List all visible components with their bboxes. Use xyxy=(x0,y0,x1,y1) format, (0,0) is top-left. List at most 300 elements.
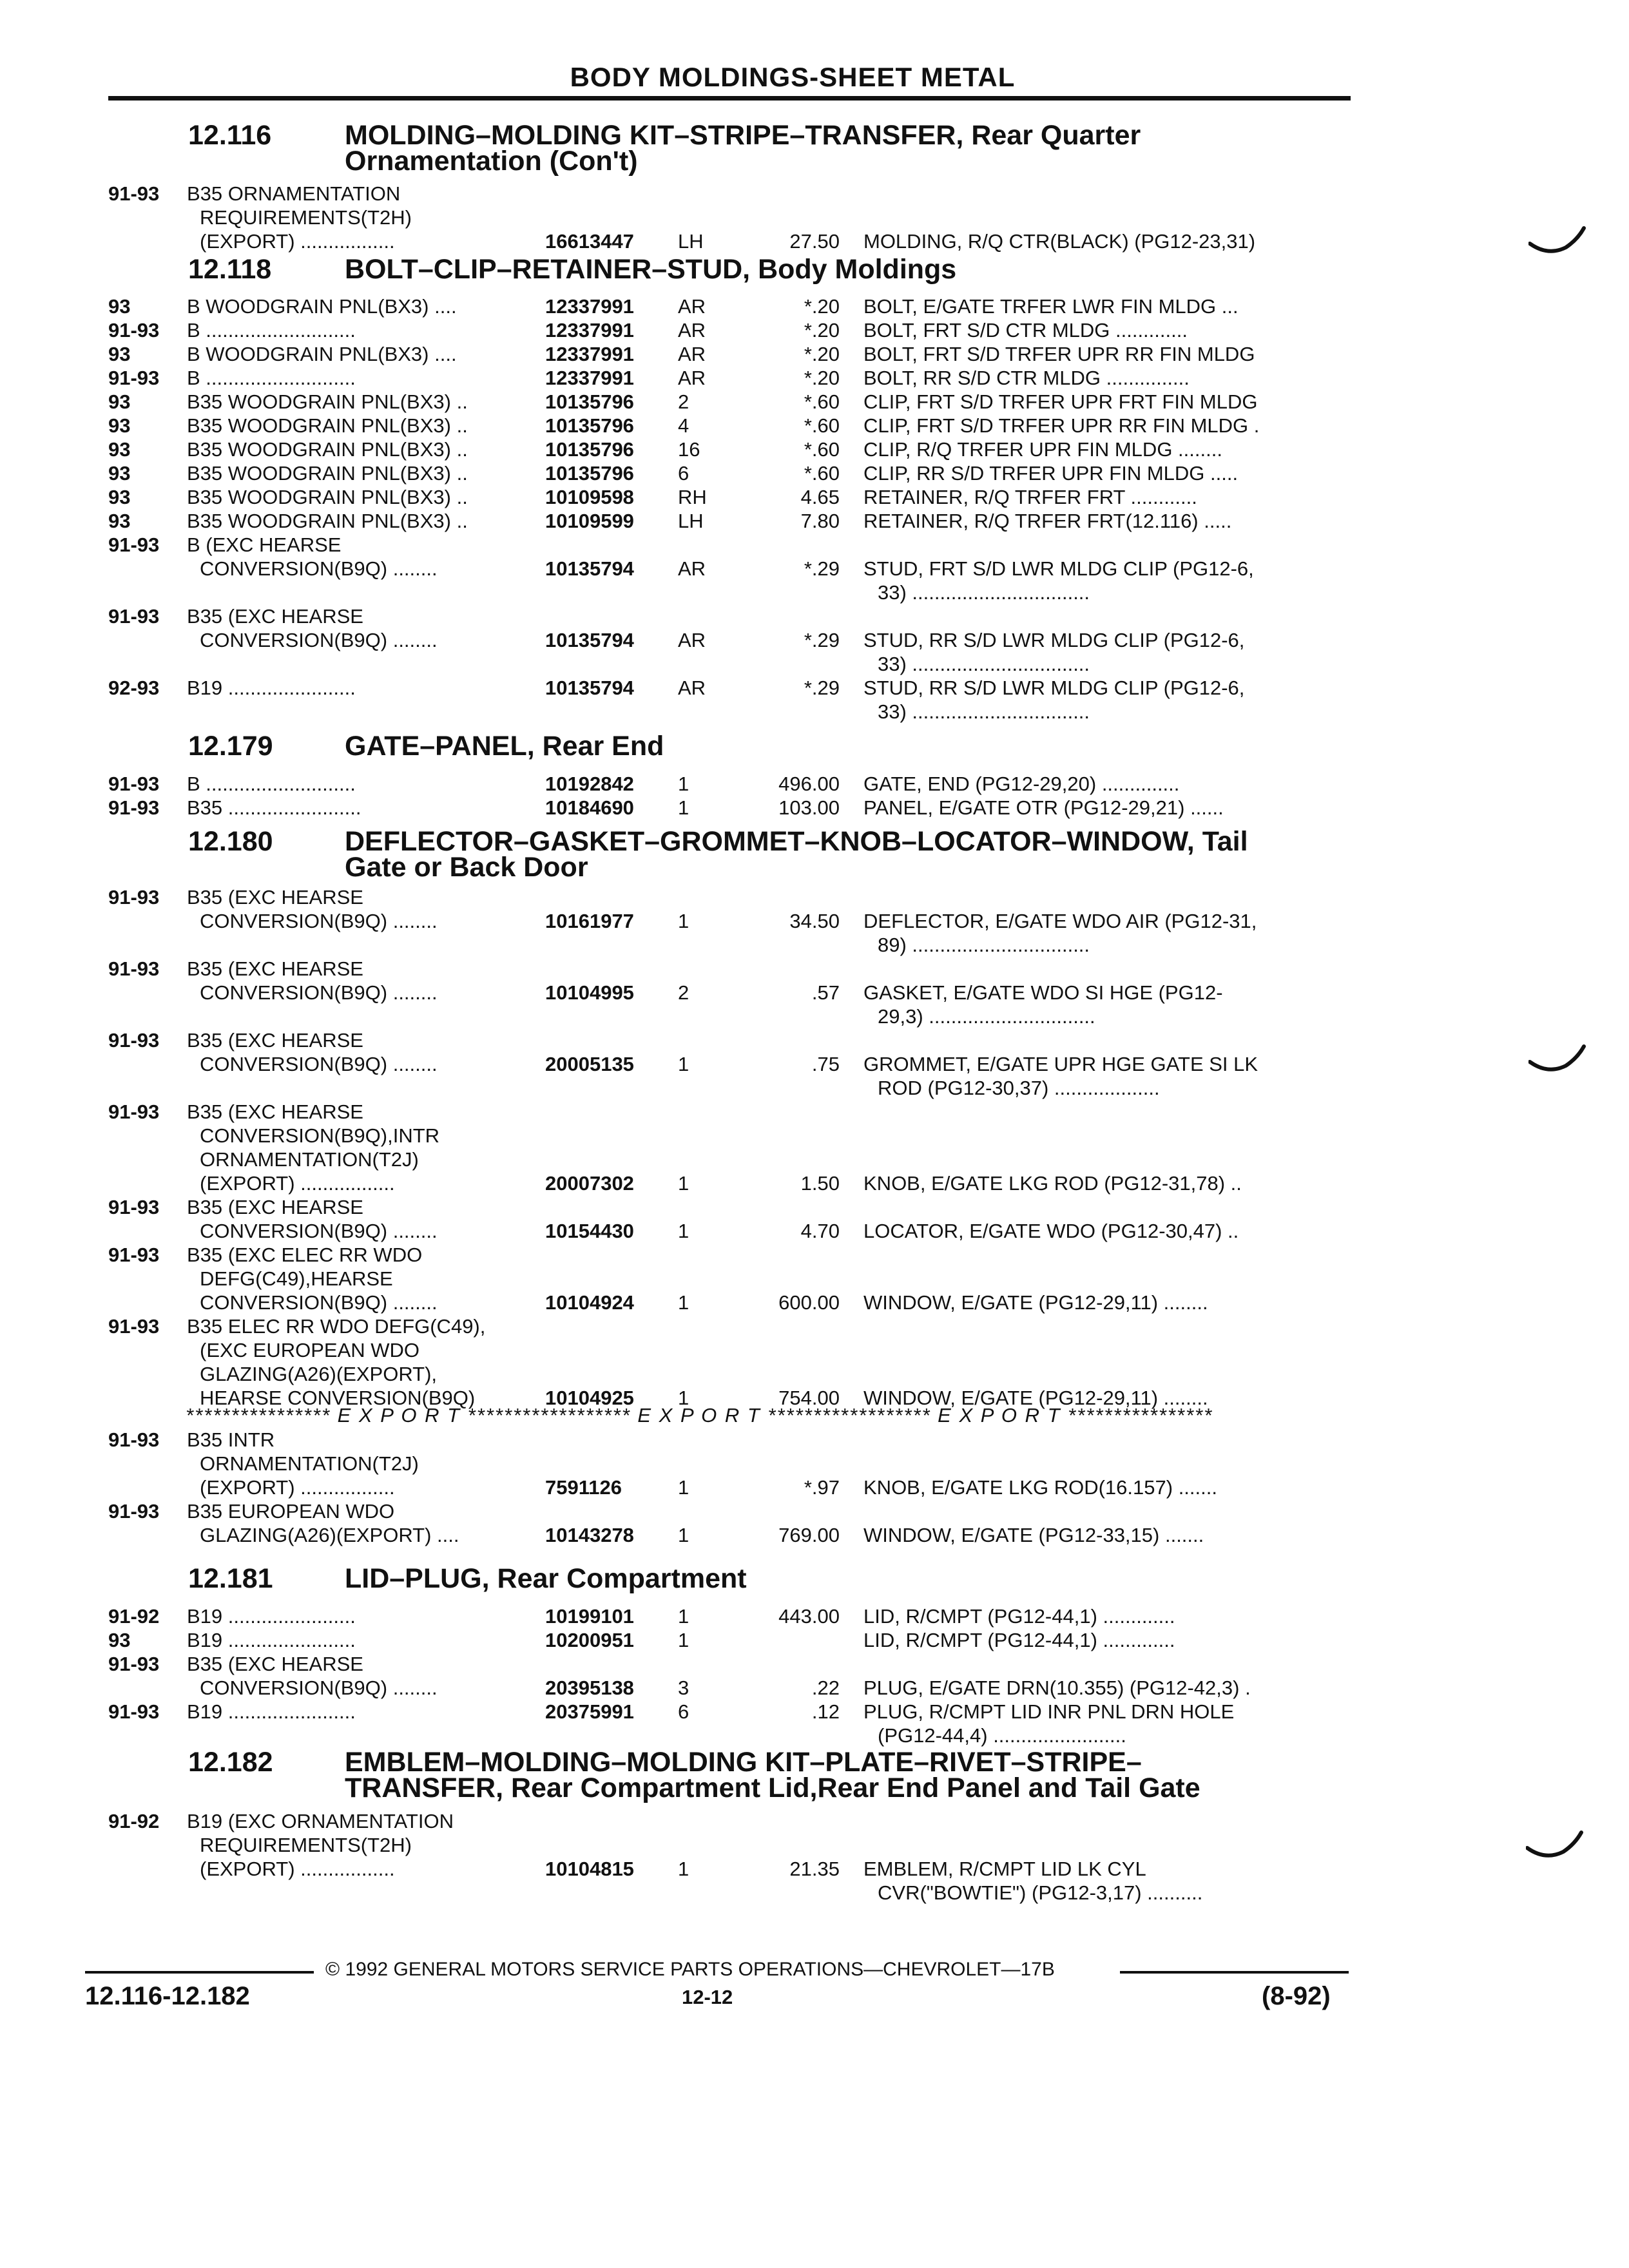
price: 754.00 xyxy=(778,1387,840,1409)
price: 34.50 xyxy=(789,910,840,932)
model-year: 91-93 xyxy=(108,1196,160,1218)
application xyxy=(187,485,535,509)
part-number: 12337991 xyxy=(545,319,634,341)
section-title-line: Ornamentation (Con't) xyxy=(345,146,638,177)
price: 1.50 xyxy=(800,1172,840,1195)
model-year: 91-93 xyxy=(108,182,160,205)
quantity: 1 xyxy=(678,1476,689,1499)
part-number: 20007302 xyxy=(545,1172,634,1195)
description-line: KNOB, E/GATE LKG ROD(16.157) ....... xyxy=(863,1476,1217,1499)
price: *.60 xyxy=(804,462,840,485)
model-year: 91-92 xyxy=(108,1605,160,1628)
price: *.29 xyxy=(804,557,840,580)
description-line: STUD, FRT S/D LWR MLDG CLIP (PG12-6, xyxy=(863,557,1254,580)
model-year: 93 xyxy=(108,438,131,461)
footer-section-range: 12.116-12.182 xyxy=(85,1982,250,2010)
application-line: B35 INTR xyxy=(187,1428,275,1451)
model-year: 92-93 xyxy=(108,677,160,699)
application xyxy=(187,1195,535,1243)
application xyxy=(187,294,535,318)
application-line: CONVERSION(B9Q) ........ xyxy=(200,981,438,1004)
description-line: BOLT, FRT S/D TRFER UPR RR FIN MLDG xyxy=(863,343,1255,365)
application xyxy=(187,1243,535,1314)
application-line: B35 (EXC HEARSE xyxy=(187,1100,363,1123)
application-line: B35 ORNAMENTATION xyxy=(187,182,401,205)
application-line: B WOODGRAIN PNL(BX3) .... xyxy=(187,343,457,365)
price: 600.00 xyxy=(778,1291,840,1314)
quantity: 6 xyxy=(678,462,689,485)
application-line: CONVERSION(B9Q) ........ xyxy=(200,910,438,932)
application xyxy=(187,509,535,533)
application-line: B35 (EXC ELEC RR WDO xyxy=(187,1244,423,1266)
part-number: 16613447 xyxy=(545,230,634,253)
footer-page-number: 12-12 xyxy=(682,1986,733,2008)
part-number: 10200951 xyxy=(545,1629,634,1651)
table-row xyxy=(0,294,1353,318)
table-row xyxy=(0,1700,1353,1747)
description-line: BOLT, FRT S/D CTR MLDG ............. xyxy=(863,319,1188,341)
application-line: CONVERSION(B9Q) ........ xyxy=(200,1291,438,1314)
quantity: AR xyxy=(678,319,706,341)
description xyxy=(863,229,1344,253)
description-line: PLUG, R/CMPT LID INR PNL DRN HOLE xyxy=(863,1700,1235,1723)
description-line: GASKET, E/GATE WDO SI HGE (PG12- xyxy=(863,981,1223,1004)
application xyxy=(187,1604,535,1628)
model-year: 91-93 xyxy=(108,605,160,628)
description-line: 33) ................................ xyxy=(878,700,1090,723)
table-row xyxy=(0,772,1353,796)
application xyxy=(187,461,535,485)
application-line: B35 ELEC RR WDO DEFG(C49), xyxy=(187,1315,486,1338)
quantity: RH xyxy=(678,486,707,508)
application-line: B35 (EXC HEARSE xyxy=(187,1029,363,1052)
application xyxy=(187,1809,535,1881)
description-line: ROD (PG12-30,37) ................... xyxy=(878,1077,1160,1099)
application xyxy=(187,1314,535,1410)
price: 21.35 xyxy=(789,1858,840,1880)
part-number: 10104815 xyxy=(545,1858,634,1880)
application-line: B ........................... xyxy=(187,367,356,389)
description xyxy=(863,1628,1344,1652)
quantity: LH xyxy=(678,510,704,532)
part-number: 10135796 xyxy=(545,462,634,485)
price: *.60 xyxy=(804,390,840,413)
section-title-line: DEFLECTOR–GASKET–GROMMET–KNOB–LOCATOR–WINDOW, Tail xyxy=(345,826,1248,857)
model-year: 91-93 xyxy=(108,319,160,341)
description xyxy=(863,294,1344,318)
export-separator: **************** E X P O R T ****************** E X P O R T ****************** E X P O R T **************** xyxy=(186,1405,1213,1427)
part-number: 10192842 xyxy=(545,773,634,795)
description-line: PLUG, E/GATE DRN(10.355) (PG12-42,3) . xyxy=(863,1677,1251,1699)
quantity: 1 xyxy=(678,1524,689,1546)
description xyxy=(863,318,1344,342)
price: *.20 xyxy=(804,319,840,341)
application-line: ORNAMENTATION(T2J) xyxy=(200,1148,419,1171)
application xyxy=(187,1100,535,1195)
application-line: B35 WOODGRAIN PNL(BX3) .. xyxy=(187,462,468,485)
model-year: 93 xyxy=(108,295,131,318)
application xyxy=(187,1652,535,1700)
description-line: 29,3) .............................. xyxy=(878,1005,1095,1028)
application-line: GLAZING(A26)(EXPORT) .... xyxy=(200,1524,459,1546)
section-number: 12.181 xyxy=(188,1563,273,1594)
application xyxy=(187,1499,535,1547)
application-line: B35 ........................ xyxy=(187,796,361,819)
model-year: 93 xyxy=(108,343,131,365)
description-line: WINDOW, E/GATE (PG12-29,11) ........ xyxy=(863,1387,1208,1409)
application-line: ORNAMENTATION(T2J) xyxy=(200,1452,419,1475)
part-number: 20375991 xyxy=(545,1700,634,1723)
application-line: B35 (EXC HEARSE xyxy=(187,886,363,908)
price: 4.65 xyxy=(800,486,840,508)
application xyxy=(187,1428,535,1499)
quantity: 1 xyxy=(678,1220,689,1242)
application-line: B (EXC HEARSE xyxy=(187,533,342,556)
quantity: 6 xyxy=(678,1700,689,1723)
footer-rule-right xyxy=(1120,1971,1349,1974)
section-title xyxy=(345,731,1350,762)
description-line: STUD, RR S/D LWR MLDG CLIP (PG12-6, xyxy=(863,629,1245,651)
description xyxy=(863,628,1344,676)
description-line: EMBLEM, R/CMPT LID LK CYL xyxy=(863,1858,1146,1880)
application-line: B ........................... xyxy=(187,773,356,795)
part-number: 10154430 xyxy=(545,1220,634,1242)
part-number: 10109599 xyxy=(545,510,634,532)
description-line: CLIP, R/Q TRFER UPR FIN MLDG ........ xyxy=(863,438,1222,461)
quantity: AR xyxy=(678,557,706,580)
description xyxy=(863,1219,1344,1243)
footer-rule-left xyxy=(85,1971,314,1974)
table-row xyxy=(0,1028,1353,1099)
model-year: 93 xyxy=(108,462,131,485)
application xyxy=(187,390,535,414)
quantity: 4 xyxy=(678,414,689,437)
description xyxy=(863,981,1344,1028)
application xyxy=(187,1628,535,1652)
model-year: 91-93 xyxy=(108,1700,160,1723)
section-number: 12.180 xyxy=(188,826,273,857)
header-rule xyxy=(108,96,1351,101)
table-row xyxy=(0,796,1353,820)
price: *.60 xyxy=(804,438,840,461)
section-title-line: BOLT–CLIP–RETAINER–STUD, Body Moldings xyxy=(345,254,957,285)
application-line: B35 WOODGRAIN PNL(BX3) .. xyxy=(187,390,468,413)
application-line: B19 ....................... xyxy=(187,1605,356,1628)
section-title-line: MOLDING–MOLDING KIT–STRIPE–TRANSFER, Rear Quarter xyxy=(345,120,1141,151)
model-year: 91-92 xyxy=(108,1810,160,1832)
table-row xyxy=(0,414,1353,437)
description xyxy=(863,909,1344,957)
application-line: CONVERSION(B9Q) ........ xyxy=(200,1053,438,1075)
part-number: 20395138 xyxy=(545,1677,634,1699)
quantity: AR xyxy=(678,629,706,651)
model-year: 91-93 xyxy=(108,1029,160,1052)
model-year: 93 xyxy=(108,510,131,532)
section-title-line: TRANSFER, Rear Compartment Lid,Rear End Panel and Tail Gate xyxy=(345,1773,1200,1803)
table-row xyxy=(0,1604,1353,1628)
description xyxy=(863,509,1344,533)
model-year: 91-93 xyxy=(108,957,160,980)
table-row xyxy=(0,885,1353,956)
model-year: 93 xyxy=(108,390,131,413)
application xyxy=(187,957,535,1004)
application-line: B19 ....................... xyxy=(187,1700,356,1723)
application-line: B35 WOODGRAIN PNL(BX3) .. xyxy=(187,414,468,437)
price: .57 xyxy=(811,981,840,1004)
part-number: 10104924 xyxy=(545,1291,634,1314)
part-number: 10161977 xyxy=(545,910,634,932)
description xyxy=(863,1604,1344,1628)
price: .75 xyxy=(811,1053,840,1075)
quantity: AR xyxy=(678,343,706,365)
model-year: 91-93 xyxy=(108,533,160,556)
price: 4.70 xyxy=(800,1220,840,1242)
application xyxy=(187,366,535,390)
table-row xyxy=(0,1809,1353,1904)
application-line: (EXPORT) ................. xyxy=(200,1476,395,1499)
description-line: CLIP, FRT S/D TRFER UPR RR FIN MLDG . xyxy=(863,414,1260,437)
part-number: 12337991 xyxy=(545,367,634,389)
price: 103.00 xyxy=(778,796,840,819)
description-line: STUD, RR S/D LWR MLDG CLIP (PG12-6, xyxy=(863,677,1245,699)
application xyxy=(187,318,535,342)
part-number: 10199101 xyxy=(545,1605,634,1628)
application-line: (EXPORT) ................. xyxy=(200,230,395,253)
table-row xyxy=(0,342,1353,366)
quantity: 1 xyxy=(678,1605,689,1628)
application-line: CONVERSION(B9Q) ........ xyxy=(200,1677,438,1699)
description-line: DEFLECTOR, E/GATE WDO AIR (PG12-31, xyxy=(863,910,1257,932)
description-line: BOLT, RR S/D CTR MLDG ............... xyxy=(863,367,1190,389)
quantity: 1 xyxy=(678,1387,689,1409)
application-line: REQUIREMENTS(T2H) xyxy=(200,1834,412,1856)
table-row xyxy=(0,1628,1353,1652)
table-row xyxy=(0,1195,1353,1243)
description-line: MOLDING, R/Q CTR(BLACK) (PG12-23,31) xyxy=(863,230,1256,253)
model-year: 91-93 xyxy=(108,886,160,908)
table-row xyxy=(0,604,1353,675)
section-title-line: EMBLEM–MOLDING–MOLDING KIT–PLATE–RIVET–STRIPE– xyxy=(345,1747,1142,1778)
application xyxy=(187,1700,535,1724)
application-line: HEARSE CONVERSION(B9Q) xyxy=(200,1387,476,1409)
description-line: WINDOW, E/GATE (PG12-29,11) ........ xyxy=(863,1291,1208,1314)
section-number: 12.118 xyxy=(188,254,272,285)
description-line: 33) ................................ xyxy=(878,581,1090,604)
quantity: 1 xyxy=(678,1291,689,1314)
model-year: 91-93 xyxy=(108,1100,160,1123)
description xyxy=(863,1291,1344,1314)
part-number: 10109598 xyxy=(545,486,634,508)
quantity: LH xyxy=(678,230,704,253)
application-line: B35 WOODGRAIN PNL(BX3) .. xyxy=(187,486,468,508)
part-number: 10135794 xyxy=(545,629,634,651)
price: *.20 xyxy=(804,295,840,318)
model-year: 93 xyxy=(108,1629,131,1651)
application-line: CONVERSION(B9Q) ........ xyxy=(200,1220,438,1242)
quantity: 1 xyxy=(678,1629,689,1651)
price: *.29 xyxy=(804,677,840,699)
part-number: 10104995 xyxy=(545,981,634,1004)
checkmark-icon xyxy=(1526,1830,1584,1862)
footer-copyright: © 1992 GENERAL MOTORS SERVICE PARTS OPERATIONS—CHEVROLET—17B xyxy=(325,1959,1055,1980)
section-title xyxy=(345,120,1350,177)
description xyxy=(863,414,1344,437)
table-row xyxy=(0,533,1353,604)
application-line: B19 ....................... xyxy=(187,677,356,699)
table-row xyxy=(0,1652,1353,1700)
price: 27.50 xyxy=(789,230,840,253)
model-year: 91-93 xyxy=(108,1244,160,1266)
application xyxy=(187,1028,535,1076)
application-line: CONVERSION(B9Q) ........ xyxy=(200,629,438,651)
table-row xyxy=(0,1428,1353,1499)
table-row xyxy=(0,1100,1353,1195)
application xyxy=(187,772,535,796)
description xyxy=(863,485,1344,509)
application xyxy=(187,676,535,700)
description-line: LID, R/CMPT (PG12-44,1) ............. xyxy=(863,1605,1175,1628)
quantity: 1 xyxy=(678,773,689,795)
application-line: CONVERSION(B9Q) ........ xyxy=(200,557,438,580)
application-line: B19 (EXC ORNAMENTATION xyxy=(187,1810,454,1832)
price: *.29 xyxy=(804,629,840,651)
quantity: 2 xyxy=(678,390,689,413)
description xyxy=(863,1857,1344,1905)
model-year: 91-93 xyxy=(108,367,160,389)
part-number: 10143278 xyxy=(545,1524,634,1546)
section-title-line: LID–PLUG, Rear Compartment xyxy=(345,1563,747,1594)
price: .12 xyxy=(811,1700,840,1723)
description-line: LID, R/CMPT (PG12-44,1) ............. xyxy=(863,1629,1175,1651)
description xyxy=(863,461,1344,485)
application xyxy=(187,885,535,933)
price: .22 xyxy=(811,1677,840,1699)
table-row xyxy=(0,461,1353,485)
application-line: REQUIREMENTS(T2H) xyxy=(200,206,412,229)
quantity: 1 xyxy=(678,796,689,819)
description-line: LOCATOR, E/GATE WDO (PG12-30,47) .. xyxy=(863,1220,1239,1242)
footer-date: (8-92) xyxy=(1262,1982,1331,2010)
description-line: 89) ................................ xyxy=(878,934,1090,956)
description-line: (PG12-44,4) ........................ xyxy=(878,1724,1126,1747)
section-title xyxy=(345,1563,1350,1594)
price: 496.00 xyxy=(778,773,840,795)
section-number: 12.182 xyxy=(188,1747,273,1778)
description-line: PANEL, E/GATE OTR (PG12-29,21) ...... xyxy=(863,796,1224,819)
application xyxy=(187,342,535,366)
application-line: B ........................... xyxy=(187,319,356,341)
description-line: RETAINER, R/Q TRFER FRT(12.116) ..... xyxy=(863,510,1232,532)
section-title xyxy=(345,826,1350,883)
application-line: B WOODGRAIN PNL(BX3) .... xyxy=(187,295,457,318)
checkmark-icon xyxy=(1528,226,1586,258)
description xyxy=(863,557,1344,604)
description xyxy=(863,772,1344,796)
application xyxy=(187,182,535,253)
application xyxy=(187,414,535,437)
quantity: 3 xyxy=(678,1677,689,1699)
application-line: CONVERSION(B9Q),INTR xyxy=(200,1124,440,1147)
part-number: 12337991 xyxy=(545,295,634,318)
application-line: B35 (EXC HEARSE xyxy=(187,605,363,628)
description xyxy=(863,390,1344,414)
application xyxy=(187,604,535,652)
table-row xyxy=(0,676,1353,724)
part-number: 10135796 xyxy=(545,438,634,461)
part-number: 12337991 xyxy=(545,343,634,365)
table-row xyxy=(0,509,1353,533)
part-number: 10135796 xyxy=(545,390,634,413)
price: 7.80 xyxy=(800,510,840,532)
description xyxy=(863,676,1344,724)
application-line: B35 (EXC HEARSE xyxy=(187,957,363,980)
table-row xyxy=(0,957,1353,1028)
page-title: BODY MOLDINGS-SHEET METAL xyxy=(570,62,1016,92)
application-line: B19 ....................... xyxy=(187,1629,356,1651)
description xyxy=(863,1676,1344,1700)
application xyxy=(187,796,535,820)
price: *.20 xyxy=(804,343,840,365)
table-row xyxy=(0,390,1353,414)
part-number: 10135796 xyxy=(545,414,634,437)
description-line: GROMMET, E/GATE UPR HGE GATE SI LK xyxy=(863,1053,1258,1075)
application-line: DEFG(C49),HEARSE xyxy=(200,1267,393,1290)
model-year: 91-93 xyxy=(108,773,160,795)
application-line: B35 WOODGRAIN PNL(BX3) .. xyxy=(187,438,468,461)
application-line: (EXC EUROPEAN WDO xyxy=(200,1339,420,1361)
part-number: 10135794 xyxy=(545,677,634,699)
application xyxy=(187,533,535,581)
description-line: RETAINER, R/Q TRFER FRT ............ xyxy=(863,486,1197,508)
part-number: 10184690 xyxy=(545,796,634,819)
section-title xyxy=(345,254,1350,285)
application-line: B35 (EXC HEARSE xyxy=(187,1196,363,1218)
quantity: 2 xyxy=(678,981,689,1004)
model-year: 93 xyxy=(108,486,131,508)
quantity: AR xyxy=(678,367,706,389)
application-line: (EXPORT) ................. xyxy=(200,1172,395,1195)
description-line: CLIP, FRT S/D TRFER UPR FRT FIN MLDG xyxy=(863,390,1258,413)
description-line: WINDOW, E/GATE (PG12-33,15) ....... xyxy=(863,1524,1204,1546)
description xyxy=(863,342,1344,366)
price: *.20 xyxy=(804,367,840,389)
model-year: 91-93 xyxy=(108,1653,160,1675)
table-row xyxy=(0,366,1353,390)
section-number: 12.179 xyxy=(188,731,273,762)
table-row xyxy=(0,182,1353,253)
checkmark-icon xyxy=(1528,1044,1586,1076)
part-number: 7591126 xyxy=(545,1476,622,1499)
table-row xyxy=(0,1314,1353,1410)
description-line: CLIP, RR S/D TRFER UPR FIN MLDG ..... xyxy=(863,462,1239,485)
application-line: B35 EUROPEAN WDO xyxy=(187,1500,395,1523)
model-year: 91-93 xyxy=(108,1428,160,1451)
model-year: 93 xyxy=(108,414,131,437)
description xyxy=(863,366,1344,390)
description xyxy=(863,1523,1344,1547)
description-line: CVR("BOWTIE") (PG12-3,17) .......... xyxy=(878,1881,1203,1904)
quantity: 16 xyxy=(678,438,700,461)
description xyxy=(863,1171,1344,1195)
quantity: 1 xyxy=(678,1053,689,1075)
description xyxy=(863,1700,1344,1747)
quantity: 1 xyxy=(678,910,689,932)
price: 769.00 xyxy=(778,1524,840,1546)
description-line: KNOB, E/GATE LKG ROD (PG12-31,78) .. xyxy=(863,1172,1242,1195)
part-number: 10135794 xyxy=(545,557,634,580)
application-line: B35 WOODGRAIN PNL(BX3) .. xyxy=(187,510,468,532)
application-line: B35 (EXC HEARSE xyxy=(187,1653,363,1675)
